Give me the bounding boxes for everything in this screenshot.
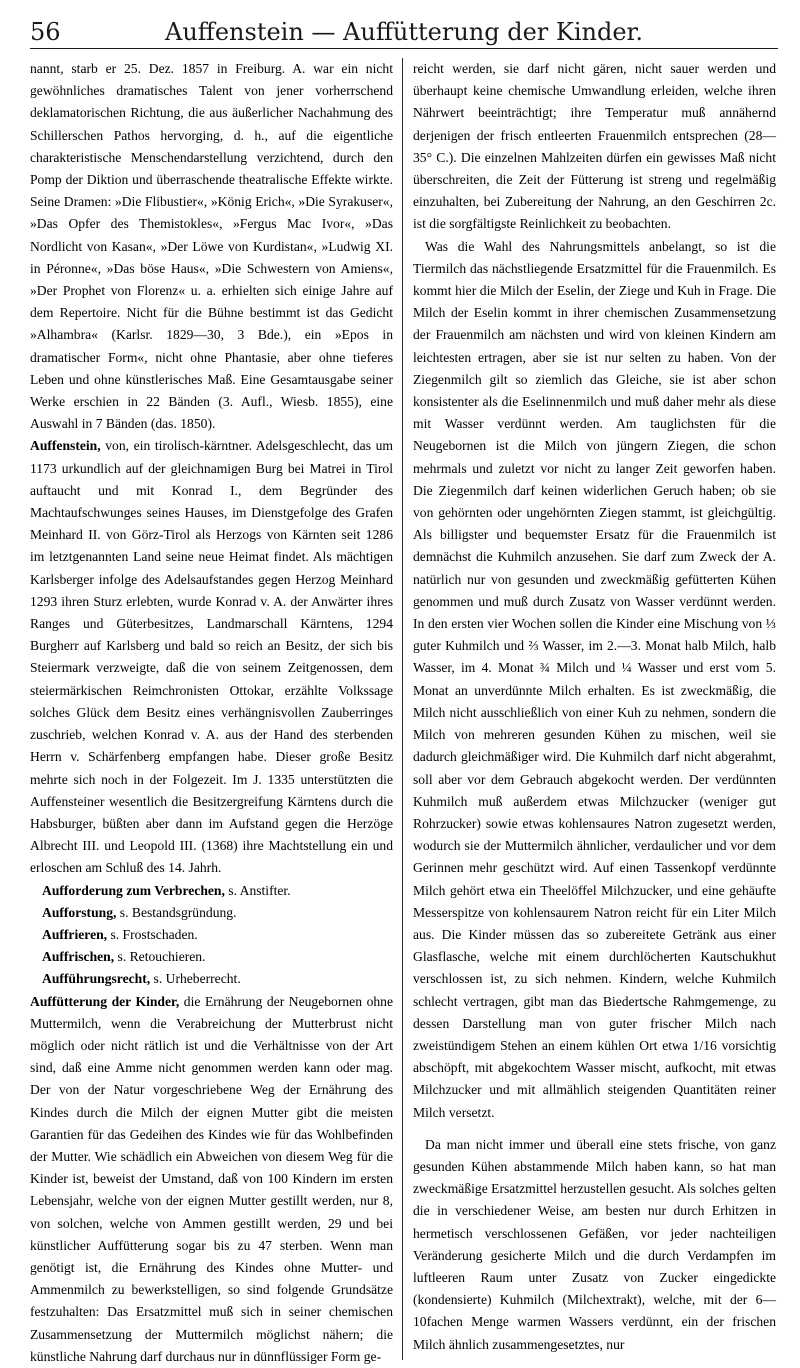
text-columns (30, 58, 778, 1364)
xref-headword: Aufführungsrecht, (42, 971, 151, 987)
xref-headword: Aufforstung, (42, 904, 117, 920)
paragraph: Da man nicht immer und überall eine stets frische, von ganz gesunden Kühen abstammende Milch haben kann, so hat man zweckmäßige Ersatzmittel herzustellen gesucht. Als solches gelten die in verschiedener Weise, am besten nur durch Erhitzen in hermetisch verschlossenen Gefäßen, vor jeder nachteiligen Veränderung gesicherte Milch und die durch Verdampfen im luftleeren Raum unter Zusatz von Zucker eingedickte (kondensierte) Kuhmilch (Milchextrakt), welche, mit der 6—10fachen Menge warmen Wassers verdünnt, ein der frischen Milch ähnlich zusammengesetztes, nur (413, 1136, 776, 1352)
right-column (413, 58, 776, 1360)
xref-aufforderung (30, 880, 393, 902)
running-head: Auffenstein — Auffütterung der Kinder. (165, 18, 643, 46)
entry-auffenstein (30, 435, 393, 879)
xref-headword: Auffrieren, (42, 926, 108, 942)
page-number: 56 (30, 18, 61, 46)
page-header (30, 14, 778, 49)
xref-auffrieren (30, 924, 393, 946)
paragraph: Was die Wahl des Nahrungsmittels anbelangt, so ist die Tiermilch das nächstliegende Ersatzmittel für die Frauenmilch. Es kommt hier die Milch der Eselin, der Ziege und Kuh in Frage. Die Milch der Eselin kommt in ihrer chemischen Zusammensetzung der Frauenmilch am nächsten und wird von kleinen Kindern am leichtesten ertragen, aber sie ist nur selten zu haben. Von der Ziegenmilch gilt so ziemlich das Gleiche, sie ist aber schon konsistenter als die Eselinnenmilch und muß daher mehr als diese mit Wasser verdünnt werden. Am tauglichsten für die Neugebornen ist die Milch von jüngern Ziegen, die schon mehrmals und zuletzt vor nicht zu langer Zeit geworfen haben. Die Ziegenmilch darf keinen widerlichen Geruch haben; ob sie von gehörnten oder ungehörnten Ziegen stammt, ist gleichgültig. Als billigster und bequemster Ersatz für die Frauenmilch ist demnächst die Kuhmilch anzusehen. Sie darf zum Zweck der A. natürlich nur von gesunden und zweckmäßig gefütterten Kühen genommen und muß durch Zusatz von Wasser verdünnt werden. In den ersten vier Wochen sollen die Kinder eine Mischung von ⅓ guter Kuhmilch und ⅔ Wasser, im 2.—3. Monat halb Milch, halb Wasser, im 4. Monat ¾ Milch und ¼ Wasser und erst vom 5. Monat an unverdünnte Milch erhalten. Es ist zweckmäßig, die Milch nicht ausschließlich von einer Kuh zu nehmen, sondern die Milch von mehreren gesunden Kühen zu mischen, weil sie dadurch gleichmäßiger wird. Die Kuhmilch darf nicht abgerahmt, soll aber vor dem Gebrauch abgekocht werden. Der verdünnten Kuhmilch muß außerdem etwas Milchzucker (weniger gut Rohrzucker) sowie etwas kohlensaures Natron zugesetzt werden, wodurch sie der Muttermilch ähnlicher, verdaulicher und vor dem Gerinnen mehr geschützt wird. Auf einen Tassenkopf verdünnte Milch gehört etwa ein Theelöffel Milchzucker, und eine gehäufte Messerspitze von kohlensaurem Natron reicht für ein Liter Milch aus. Die Kinder müssen das so zubereitete Getränk aus einer Glasflasche, welche mit einem durchlöcherten Kautschukhut verschlossen ist, zu sich nehmen. Kindern, welche Kuhmilch schlecht vertragen, gibt man das Biedertsche Rahmgemenge, zu dessen Darstellung man von guter frischer Milch nach zweistündigem Stehen an einem kühlen Ort etwa 1/16 vorsichtig abschöpft, mit abgekochtem Wasser mischt, aufkocht, mit etwas Milchzucker und mit allmählich steigenden Quantitäten reiner Milch versetzt. (413, 238, 776, 1120)
xref-target: s. Anstifter. (224, 882, 291, 898)
xref-target: s. Retouchieren. (114, 949, 206, 965)
entry-text: von, ein tirolisch-kärntner. Adelsgeschlecht, das um 1173 urkundlich auf der gleichnamigen Burg bei Matrei in Tirol auftaucht und mit Konrad I., dem Begründer des Machtaufschwunges seines Hauses, im Dienstgefolge des Grafen Meinhard II. von Görz-Tirol als Herzogs von Kärnten seit 1286 im letztgenannten Land seine neue Heimat findet. Als mächtigen Karlsberger infolge des Adelsaufstandes gegen Herzog Meinhard 1293 ihren Sturz erlebten, wurde Konrad v. A. der Anwärter ihres Ranges und Güterbesitzes, Landmarschall Kärntens, 1294 Burgherr auf Karlsberg und bald so reich an Besitz, der sich bis Steiermark verzweigte, daß die von seinem Zeitgenossen, dem steiermärkischen Reimchronisten Ottokar, erzählte Volkssage solches Glück dem Besitz eines verhängnisvollen Zauberringes zuschrieb, welchen Konrad v. A. aus der Hand des sterbenden Herrn v. Schärfenberg empfangen habe. Dieser große Besitz mehrte sich noch in der Folgezeit. Im J. 1335 unterstützten die Auffensteiner wesentlich die Besitzergreifung Kärntens durch die Habsburger, büßten aber dann im Aufstand gegen die Herzöge Albrecht III. und Leopold III. (1368) ihre Machtstellung ein und erloschen am Schluß des 14. Jahrh. (30, 438, 393, 876)
entry-text: die Ernährung der Neugebornen ohne Muttermilch, wenn die Verabreichung der Mutterbrust nicht möglich oder nicht rätlich ist und die Verhältnisse von der Art sind, daß eine Amme nicht genommen werden kann oder mag. Der von der Natur vorgeschriebene Weg der Ernährung des Kindes durch die Milch der eignen Mutter gibt die meisten Garantien für das Gedeihen des Kindes wie für das Wohlbefinden der Mutter. Wie schädlich ein Abweichen von diesem Weg für die Kinder ist, beweist der Umstand, daß von 100 Kindern im ersten Lebensjahr, welche von der eignen Mutter gestillt werden, nur 8, von solchen, welche von Ammen gestillt werden, 29 und bei künstlicher Auffütterung sogar bis zu 47 sterben. Wenn man genötigt ist, die Ernährung des Kindes ohne Mutter- und Ammenmilch zu bewerkstelligen, so sind folgende Grundsätze festzuhalten: Das Ersatzmittel muß sich in seiner chemischen Zusammensetzung der Muttermilch möglichst nähern; die künstliche Nahrung darf durchaus nur in dünnflüssiger Form ge- (30, 993, 393, 1364)
entry-auffuetterung (30, 991, 393, 1368)
xref-auffrischen (30, 946, 393, 968)
xref-target: s. Urheberrecht. (150, 971, 241, 987)
xref-auffuehrungsrecht (30, 968, 393, 990)
paragraph-gap (413, 1124, 776, 1134)
paragraph-continuation: reicht werden, sie darf nicht gären, nicht sauer werden und überhaupt keine chemische Umwandlung erleiden, welche ihren Nährwert beeinträchtigt; ihre Temperatur muß annähernd derjenigen der frisch entleerten Frauenmilch entsprechen (28—35° C.). Die einzelnen Mahlzeiten dürfen ein gewisses Maß nicht überschreiten, die Zeit der Fütterung ist streng und regelmäßig einzuhalten, bei Zubereitung der Nahrung, an den Geschirren 2c. ist die sorgfältigste Reinlichkeit zu beobachten. (413, 61, 776, 232)
column-divider (402, 58, 403, 1360)
left-column (30, 58, 393, 1364)
xref-headword: Aufforderung zum Verbrechen, (42, 882, 225, 898)
paragraph-continuation: nannt, starb er 25. Dez. 1857 in Freiburg. A. war ein nicht gewöhnliches dramatisches Talent von jener vorherrschend deklamatorischen Richtung, die aus äußerlicher Nachahmung des Schillerschen Pathos hervorging, d. h., auf die eigentliche charakteristische Menschendarstellung verzichtend, durch den Pomp der Diktion und überraschende theatralische Effekte wirkte. Seine Dramen: »Die Flibustier«, »König Erich«, »Die Syrakuser«, »Das Opfer des Themistokles«, »Fergus Mac Ivor«, »Das Nordlicht von Kasan«, »Der Löwe von Kurdistan«, »Ludwig XI. in Péronne«, »Das böse Haus«, »Die Schwestern von Amiens«, »Der Prophet von Florenz« u. a. erhielten sich einige Jahre auf dem Repertoire. Nicht für die Bühne bestimmt ist das Gedicht »Alhambra« (Karlsr. 1829—30, 3 Bde.), ein »Epos in dramatischer Form«, nicht ohne Phantasie, aber ohne tieferes Leben und ohne künstlerisches Maß. Eine Gesamtausgabe seiner Werke erschien in 22 Bänden (3. Aufl., Wiesb. 1855), eine Auswahl in 7 Bänden (das. 1850). (30, 61, 393, 432)
xref-target: s. Frostschaden. (107, 926, 198, 942)
xref-aufforstung (30, 902, 393, 924)
xref-headword: Auffrischen, (42, 949, 115, 965)
entry-headword: Auffütterung der Kinder, (30, 993, 180, 1009)
xref-target: s. Bestandsgründung. (116, 904, 237, 920)
entry-headword: Auffenstein, (30, 438, 101, 454)
